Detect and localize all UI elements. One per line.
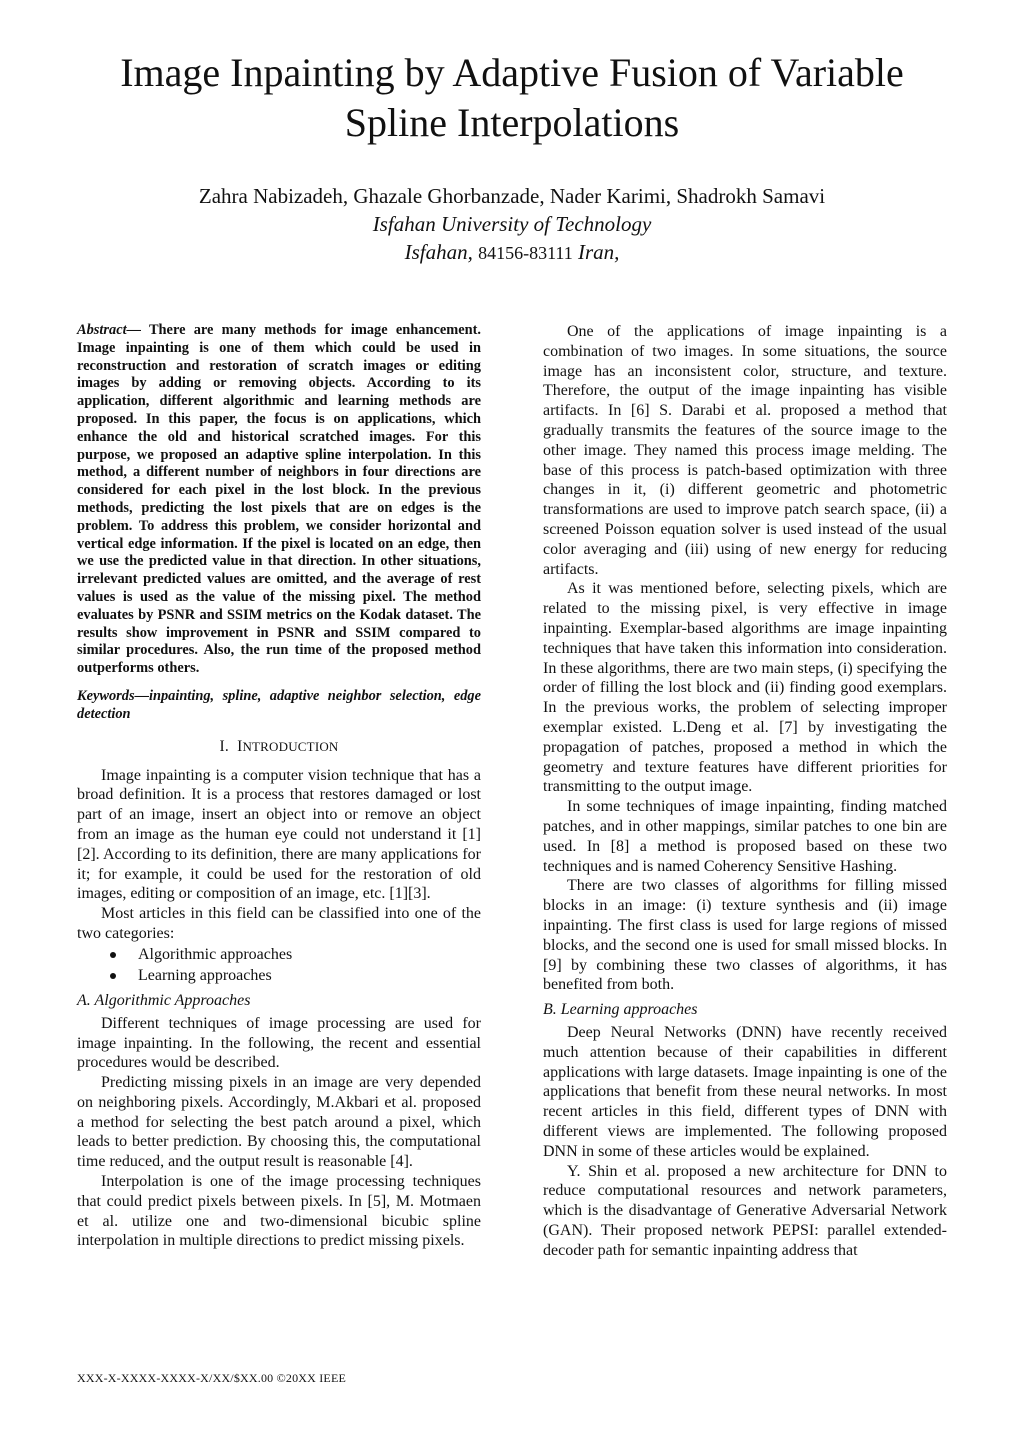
location bbox=[60, 238, 964, 267]
subsection-heading-a: A. Algorithmic Approaches bbox=[77, 991, 251, 1009]
author-names: Zahra Nabizadeh, Ghazale Ghorbanzade, Nader Karimi, Shadrokh Samavi bbox=[198, 184, 826, 208]
paragraph: There are two classes of algorithms for filling missed blocks in an image: (i) texture synthesis and (ii) image inpainting. The first class is used for large regions of missed blocks, and the second one is used for small missed blocks. In [9] by combining these two classes of algorithms, it has benefited from both. bbox=[543, 877, 947, 994]
affiliation: Isfahan University of Technology bbox=[372, 212, 652, 236]
category-list bbox=[77, 944, 481, 986]
paragraph: Interpolation is one of the image processing techniques that could predict pixels between pixels. In [5], M. Motmaen et al. utilize one and two-dimensional bicubic spline interpolation in multiple directions to predict missing pixels. bbox=[77, 1173, 481, 1250]
list-item: Algorithmic approaches bbox=[77, 944, 481, 965]
city: Isfahan, bbox=[404, 240, 473, 264]
abstract bbox=[77, 322, 481, 678]
author-block bbox=[60, 182, 964, 267]
right-column bbox=[543, 322, 947, 1261]
title-line-1: Image Inpainting by Adaptive Fusion of Variable bbox=[120, 50, 904, 95]
section-initial: I bbox=[237, 737, 243, 755]
left-column bbox=[77, 322, 481, 1251]
keywords: Keywords—inpainting, spline, adaptive neighbor selection, edge detection bbox=[77, 687, 481, 722]
abstract-text: There are many methods for image enhancement. Image inpainting is one of them which could be used in reconstruction and restoration of scratch images or editing images by adding or removing objects. According to its application, different algorithmic and learning methods are proposed. In this paper, the focus is on applications, which enhance the old and historical scratched images. For this purpose, we proposed an adaptive spline interpolation. In this method, a different number of neighbors in four directions are considered for each pixel in the lost block. In the previous methods, predicting the lost pixels that are on edges is the problem. To address this problem, we consider horizontal and vertical edge information. If the pixel is located on an edge, then we use the predicted value in that direction. In other situations, irrelevant predicted values are omitted, and the average of rest values is used as the value of the missing pixel. The method evaluates by PSNR and SSIM metrics on the Kodak dataset. The results show improvement in PSNR and SSIM compared to similar procedures. Also, the run time of the proposed method outperforms others. bbox=[77, 322, 481, 677]
subsection-heading-b: B. Learning approaches bbox=[543, 1001, 698, 1019]
paragraph: Deep Neural Networks (DNN) have recently received much attention because of their capabilities in different applications with large datasets. Image inpainting is one of the applications that benefit from these neural networks. In most recent articles in this field, different types of DNN with different views are implemented. The following proposed DNN in some of these articles would be explained. bbox=[543, 1024, 947, 1160]
postal-code: 84156-83111 bbox=[478, 243, 573, 263]
section-title-rest: NTRODUCTION bbox=[242, 738, 339, 754]
section-heading-introduction bbox=[77, 738, 481, 756]
title-line-2: Spline Interpolations bbox=[344, 100, 680, 145]
copyright-footer: XXX-X-XXXX-XXXX-X/XX/$XX.00 ©20XX IEEE bbox=[77, 1371, 347, 1385]
abstract-label: Abstract— bbox=[77, 322, 141, 338]
paragraph: One of the applications of image inpainting is a combination of two images. In some situations, the source image has an inconsistent color, structure, and texture. Therefore, the output of the image inpainting has visible artifacts. In [6] S. Darabi et al. proposed a method that gradually transmits the features of the source image to the other image. They named this process image melding. The base of this process is patch-based optimization with three changes in it, (i) different geometric and photometric transformations are used to improve patch search space, (ii) a screened Poisson equation solver is used instead of the usual color averaging and (iii) using of new energy for reducing artifacts. bbox=[543, 323, 947, 578]
paper-title bbox=[60, 48, 964, 148]
paragraph: Most articles in this field can be classified into one of the two categories: bbox=[77, 905, 481, 942]
paragraph: Different techniques of image processing are used for image inpainting. In the following, the recent and essential procedures would be described. bbox=[77, 1014, 481, 1072]
paragraph: Image inpainting is a computer vision technique that has a broad definition. It is a process that restores damaged or lost part of an image, insert an object into or remove an object from an image as the human eye could not understand it [1][2]. According to its definition, there are many applications for it; for example, it could be used for the restoration of old images, editing or composition of an image, etc. [1][3]. bbox=[77, 766, 481, 903]
list-item: Learning approaches bbox=[77, 965, 481, 986]
country: Iran, bbox=[578, 240, 620, 264]
paragraph: Predicting missing pixels in an image are very depended on neighboring pixels. Accordingly, M.Akbari et al. proposed a method for selecting the best patch around a pixel, which leads to better prediction. By choosing this, the computational time reduced, and the output result is reasonable [4]. bbox=[77, 1074, 481, 1171]
paragraph: Y. Shin et al. proposed a new architecture for DNN to reduce computational resources and network parameters, which is the disadvantage of Generative Adversarial Network (GAN). Their proposed network PEPSI: parallel extended-decoder path for semantic inpainting address that bbox=[543, 1162, 947, 1259]
paragraph: In some techniques of image inpainting, finding matched patches, and in other mappings, similar patches to one bin are used. In [8] a method is proposed based on these two techniques and is named Coherency Sensitive Hashing. bbox=[543, 798, 947, 875]
paragraph: As it was mentioned before, selecting pixels, which are related to the missing pixel, is very effective in image inpainting. Exemplar-based algorithms are image inpainting techniques that have taken this information into consideration. In these algorithms, there are two main steps, (i) specifying the order of filling the lost block and (ii) finding good exemplars. In the previous works, the problem of selecting improper exemplar existed. L.Deng et al. [7] by investigating the propagation of patches, proposed a method in which the geometry and texture features have different priorities for transmitting to the output image. bbox=[543, 580, 947, 796]
section-number: I. bbox=[219, 737, 229, 755]
